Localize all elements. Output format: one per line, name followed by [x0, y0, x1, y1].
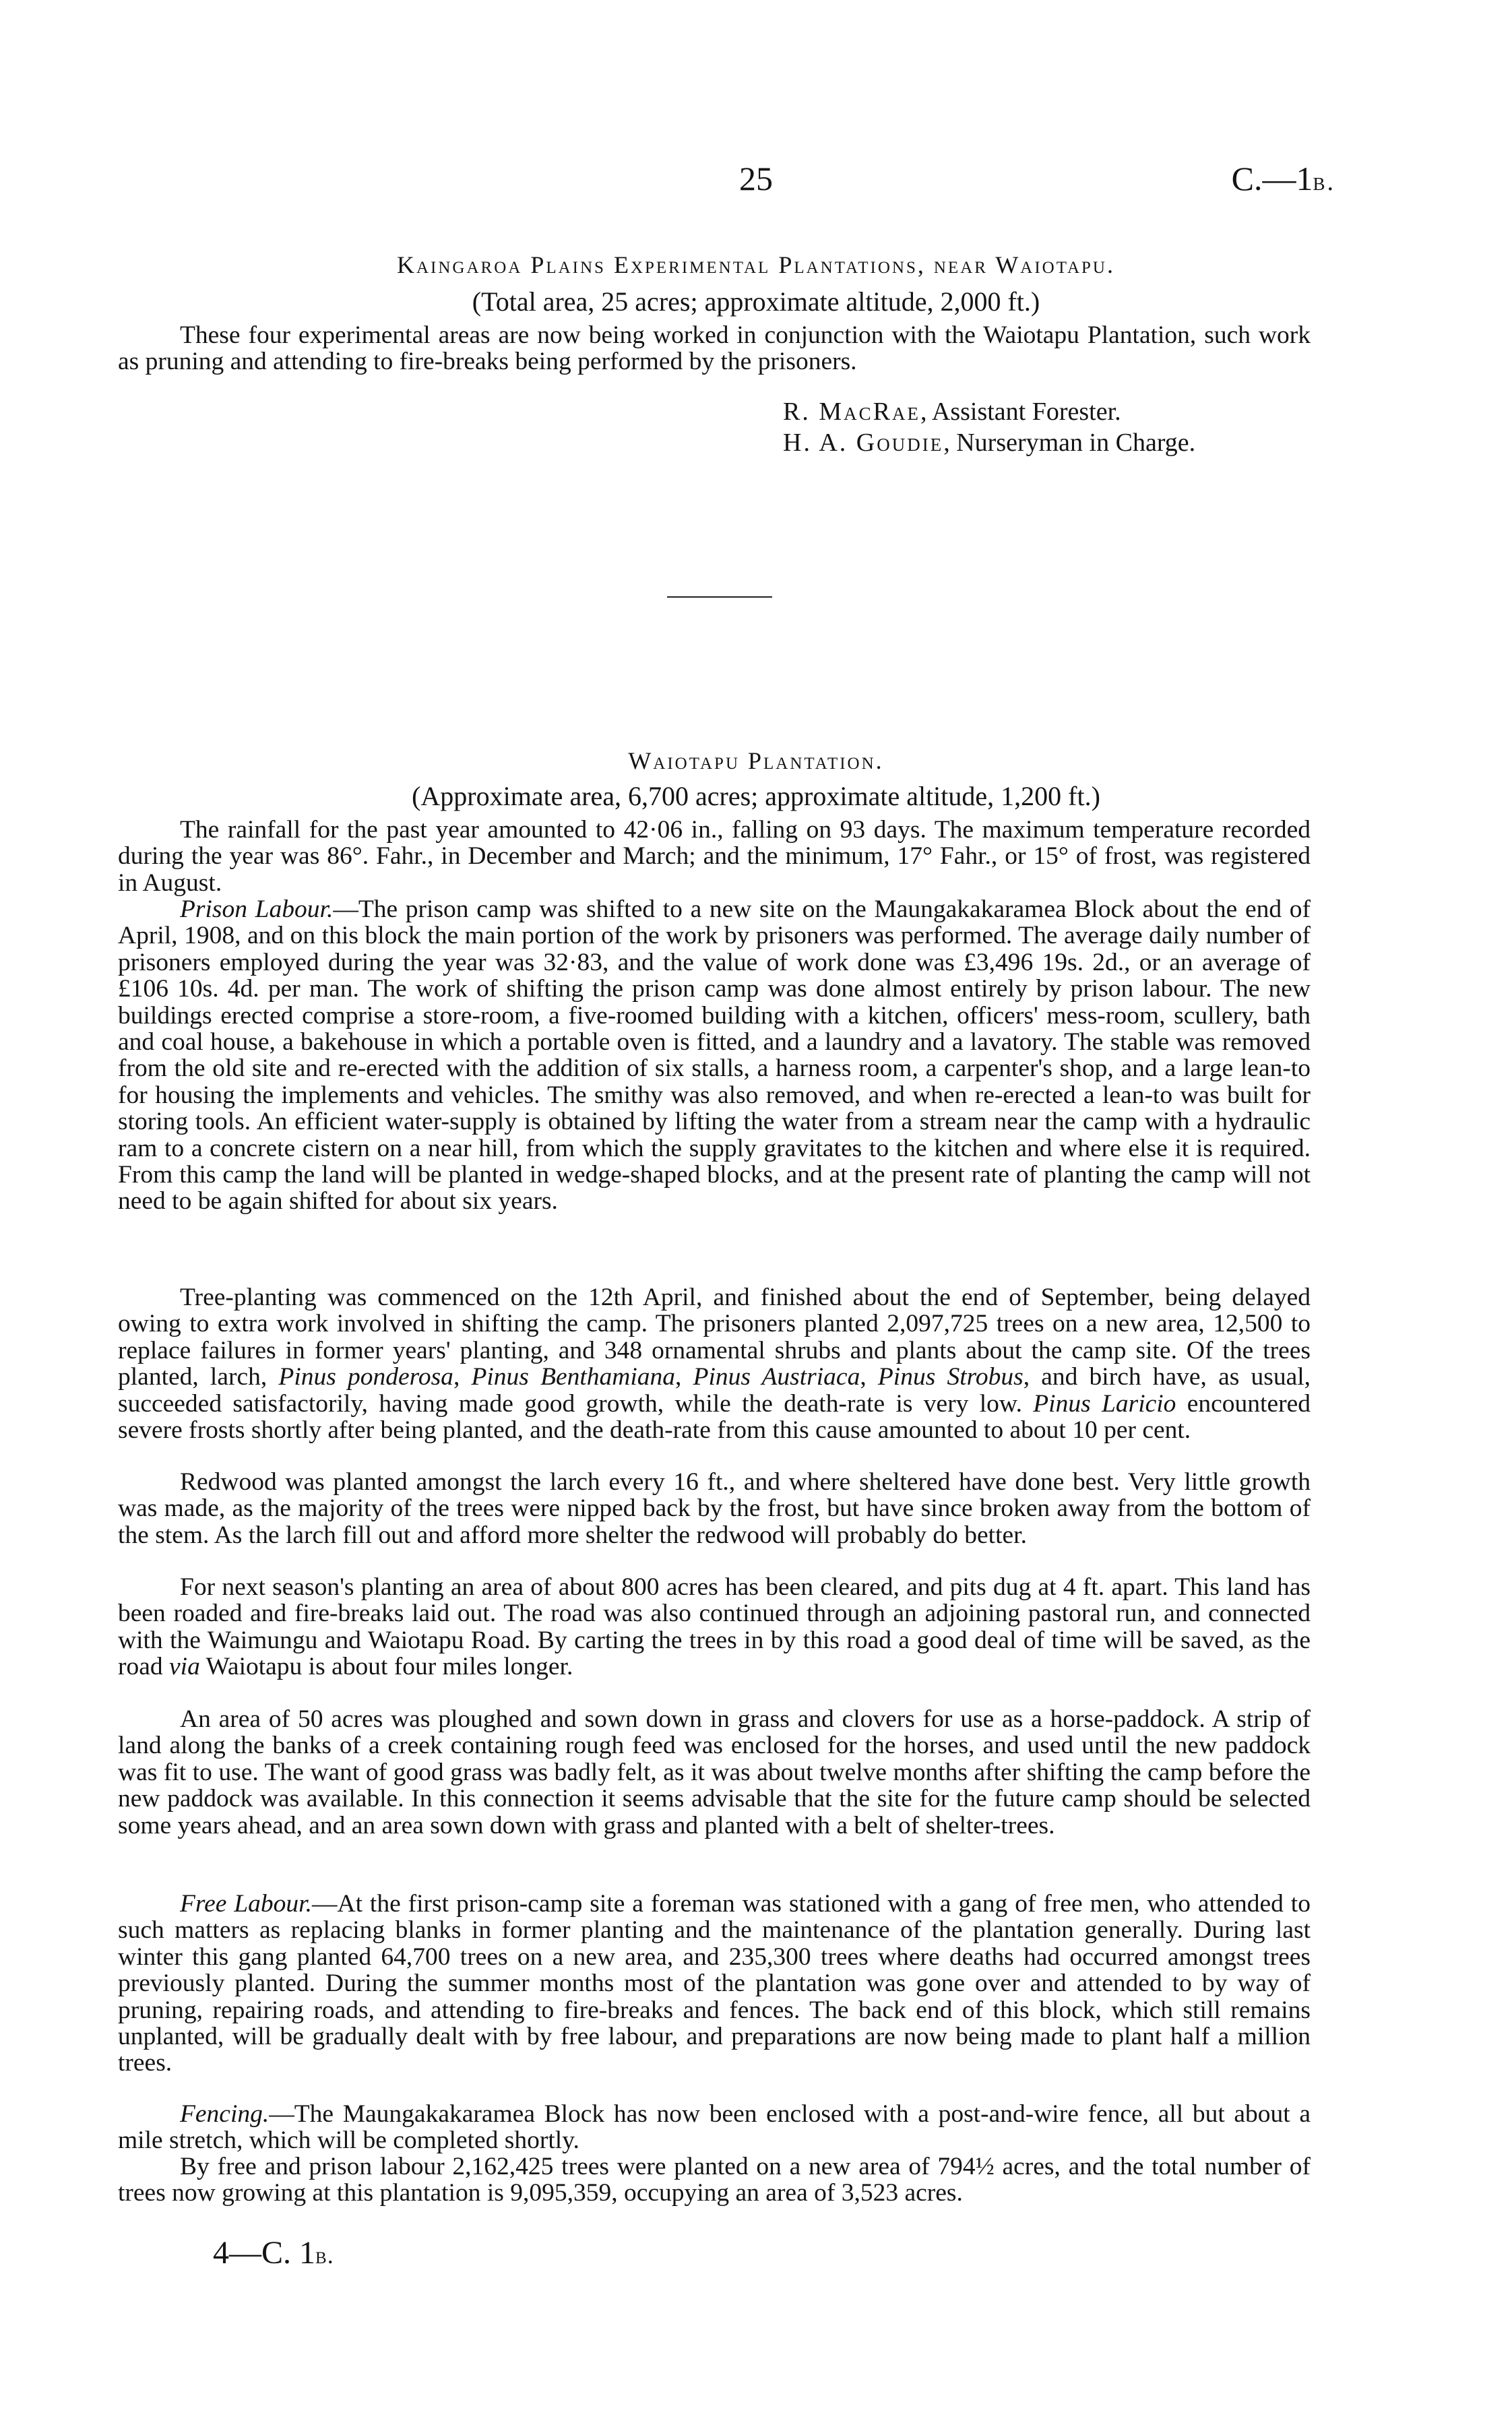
signature-mark: [213, 2234, 334, 2271]
next-season-text: For next season's planting an area of about 800 acres has been cleared, and pits dug at 4 ft. apart. This land has been roaded and fire-breaks laid out. The road was also continued through an adjoining pastoral run, and connected with the Waimungu and Waiotapu Road. By carting the trees in by this road a good deal of time will be saved, as the road: [118, 1573, 1311, 1681]
prison-labour-paragraph: [118, 896, 1311, 1215]
species-name: Pinus Austriaca: [693, 1363, 860, 1391]
signature-name: H. A. Goudie: [783, 429, 944, 457]
waiotapu-subtitle: (Approximate area, 6,700 acres; approximate altitude, 1,200 ft.): [412, 781, 1100, 811]
fencing-text: —The Maungakakaramea Block has now been enclosed with a post-and-wire fence, all but about a mile stretch, which will be completed shortly.: [118, 2100, 1311, 2155]
species-name: Pinus ponderosa: [278, 1363, 453, 1391]
separator: ,: [860, 1363, 878, 1391]
signature-mark-suffix: b.: [315, 2242, 334, 2269]
section-divider: [667, 596, 772, 598]
via-word: via: [169, 1653, 200, 1681]
next-season-text: Waiotapu is about four miles longer.: [199, 1653, 573, 1681]
fencing-paragraph: [118, 2101, 1311, 2154]
document-reference: [1232, 159, 1335, 198]
tree-planting-paragraph: [118, 1284, 1311, 1443]
paddock-paragraph: An area of 50 acres was ploughed and sown down in grass and clovers for use as a horse-paddock. A strip of land along the banks of a creek containing rough feed was enclosed for the horses, and used until the new paddock was fit to use. The want of good grass was badly felt, as it was about twelve months after shifting the camp before the new paddock was available. In this connection it seems advisable that the site for the future camp should be selected some years ahead, and an area sown down with grass and planted with a belt of shelter-trees.: [118, 1705, 1311, 1839]
totals-paragraph: By free and prison labour 2,162,425 trees were planted on a new area of 794½ acres, and the total number of trees now growing at this plantation is 9,095,359, occupying an area of 3,523 acres.: [118, 2153, 1311, 2207]
prison-labour-label: Prison Labour.: [180, 895, 334, 923]
free-labour-label: Free Labour.: [180, 1890, 312, 1918]
page-number: 25: [739, 160, 773, 197]
rainfall-paragraph: The rainfall for the past year amounted to 42·06 in., falling on 93 days. The maximum temperature recorded during the year was 86°. Fahr., in December and March; and the minimum, 17° Fahr., or 15° of frost, was registered in August.: [118, 816, 1311, 897]
signature-name: R. MacRae: [783, 398, 920, 426]
kaingaroa-paragraph: These four experimental areas are now being worked in conjunction with the Waiotapu Plantation, such work as pruning and attending to fire-breaks being performed by the prisoners.: [118, 321, 1311, 376]
kaingaroa-subtitle: (Total area, 25 acres; approximate altitude, 2,000 ft.): [472, 286, 1040, 317]
signature-role: , Assistant Forester.: [920, 398, 1121, 426]
kaingaroa-heading: Kaingaroa Plains Experimental Plantations, near Waiotapu.: [397, 251, 1115, 278]
redwood-paragraph: Redwood was planted amongst the larch every 16 ft., and where sheltered have done best. Very little growth was made, as the majority of the trees were nipped back by the frost, but have since broken away from the bottom of the stem. As the larch fill out and afford more shelter the redwood will probably do better.: [118, 1468, 1311, 1549]
signature-goudie: [783, 427, 1195, 458]
separator: ,: [675, 1363, 693, 1391]
tree-planting-text: encountered severe frosts shortly after being planted, and the death-rate from this cause amounted to about 10 per cent.: [118, 1389, 1311, 1445]
tree-planting-text: , and birch have, as usual, succeeded satisfactorily, having made good growth, while the death-rate is very low.: [118, 1363, 1311, 1418]
fencing-label: Fencing.: [180, 2100, 270, 2128]
signature-macrae: [783, 396, 1121, 427]
species-name: Pinus Benthamiana: [471, 1363, 676, 1391]
tree-planting-text: Tree-planting was commenced on the 12th April, and finished about the end of September, being delayed owing to extra work involved in shifting the camp. The prisoners planted 2,097,725 trees on a new area, 12,500 to replace failures in former years' planting, and 348 ornamental shrubs and plants about the camp site. Of the trees planted, larch,: [118, 1284, 1311, 1391]
signature-role: , Nurseryman in Charge.: [943, 429, 1196, 457]
species-name: Pinus Strobus: [877, 1363, 1023, 1391]
doc-ref-suffix: b.: [1313, 168, 1335, 196]
next-season-paragraph: [118, 1574, 1311, 1680]
species-name: Pinus Laricio: [1033, 1389, 1176, 1418]
waiotapu-heading: Waiotapu Plantation.: [628, 747, 884, 774]
signature-mark-prefix: 4—C. 1: [213, 2235, 316, 2271]
prison-labour-text: —The prison camp was shifted to a new site on the Maungakakaramea Block about the end of April, 1908, and on this block the main portion of the work by prisoners was performed. The average daily number of prisoners employed during the year was 32·83, and the value of work done was £3,496 19s. 2d., or an average of £106 10s. 4d. per man. The work of shifting the prison camp was done almost entirely by prison labour. The new buildings erected comprise a store-room, a five-roomed building with a kitchen, officers' mess-room, scullery, bath and coal house, a bakehouse in which a portable oven is fitted, and a laundry and a lavatory. The stable was removed from the old site and re-erected with the addition of six stalls, a harness room, a carpenter's shop, and a large lean-to for housing the implements and vehicles. The smithy was also removed, and when re-erected a lean-to was built for storing tools. An efficient water-supply is obtained by lifting the water from a stream near the camp with a hydraulic ram to a concrete cistern on a near hill, from which the supply gravitates to the kitchen and where else it is required. From this camp the land will be planted in wedge-shaped blocks, and at the present rate of planting the camp will not need to be again shifted for about six years.: [118, 895, 1311, 1216]
doc-ref-prefix: C.—1: [1231, 160, 1313, 197]
separator: ,: [453, 1363, 472, 1391]
free-labour-paragraph: [118, 1891, 1311, 2077]
free-labour-text: —At the first prison-camp site a foreman was stationed with a gang of free men, who attended to such matters as replacing blanks in former planting and the maintenance of the plantation generally. During last winter this gang planted 64,700 trees on a new area, and 235,300 trees where deaths had occurred amongst trees previously planted. During the summer months most of the plantation was gone over and attended to by way of pruning, repairing roads, and attending to fire-breaks and fences. The back end of this block, which still remains unplanted, will be gradually dealt with by free labour, and preparations are now being made to plant half a million trees.: [118, 1890, 1311, 2077]
